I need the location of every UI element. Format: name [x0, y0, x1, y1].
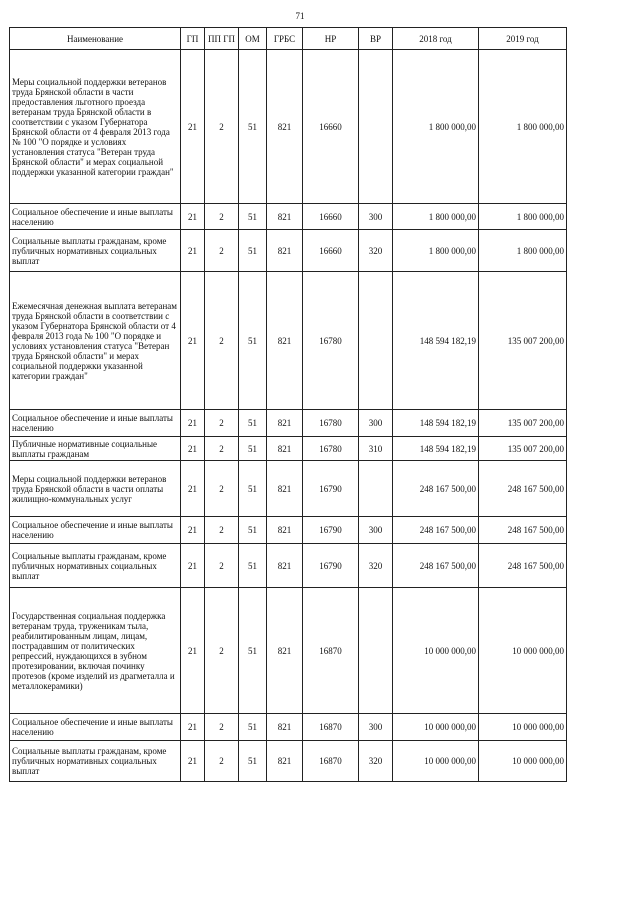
column-header-2019: 2019 год [479, 28, 567, 50]
row-ppgp: 2 [205, 50, 239, 204]
row-gp: 21 [181, 50, 205, 204]
row-vr: 300 [359, 410, 393, 437]
row-nr: 16870 [303, 714, 359, 741]
table-row [10, 517, 567, 544]
column-header-ppgp: ПП ГП [205, 28, 239, 50]
column-header-name: Наименование [10, 28, 181, 50]
row-nr: 16660 [303, 204, 359, 230]
row-nr: 16870 [303, 741, 359, 782]
row-2018: 248 167 500,00 [393, 544, 479, 588]
row-nr: 16790 [303, 517, 359, 544]
table-row [10, 410, 567, 437]
row-nr: 16660 [303, 50, 359, 204]
row-name: Социальные выплаты гражданам, кроме публичных нормативных социальных выплат [10, 741, 181, 782]
row-gp: 21 [181, 461, 205, 517]
column-header-nr: НР [303, 28, 359, 50]
row-2019: 1 800 000,00 [479, 50, 567, 204]
row-grbs: 821 [267, 230, 303, 272]
row-grbs: 821 [267, 544, 303, 588]
row-2018: 1 800 000,00 [393, 204, 479, 230]
row-nr: 16790 [303, 461, 359, 517]
row-2019: 248 167 500,00 [479, 544, 567, 588]
row-nr: 16780 [303, 437, 359, 461]
row-nr: 16870 [303, 588, 359, 714]
row-grbs: 821 [267, 517, 303, 544]
row-ppgp: 2 [205, 544, 239, 588]
row-grbs: 821 [267, 461, 303, 517]
row-2019: 248 167 500,00 [479, 517, 567, 544]
row-2018: 148 594 182,19 [393, 410, 479, 437]
row-gp: 21 [181, 544, 205, 588]
row-grbs: 821 [267, 588, 303, 714]
row-vr [359, 272, 393, 410]
row-ppgp: 2 [205, 410, 239, 437]
row-2018: 148 594 182,19 [393, 272, 479, 410]
row-vr: 320 [359, 544, 393, 588]
row-gp: 21 [181, 204, 205, 230]
row-grbs: 821 [267, 272, 303, 410]
row-om: 51 [239, 204, 267, 230]
row-name: Меры социальной поддержки ветеранов труда Брянской области в части предоставления льготного проезда ветеранам труда Брянской области в соответствии с указом Губернатора Брянской области от 4 февраля 2013 года № 100 "О порядке и условиях установления статуса "Ветеран труда Брянской области" и мерах социальной поддержки указанной категории граждан" [10, 50, 181, 204]
row-grbs: 821 [267, 410, 303, 437]
row-ppgp: 2 [205, 588, 239, 714]
row-nr: 16660 [303, 230, 359, 272]
row-vr [359, 50, 393, 204]
table-row [10, 272, 567, 410]
table-row [10, 461, 567, 517]
column-header-grbs: ГРБС [267, 28, 303, 50]
row-grbs: 821 [267, 437, 303, 461]
column-header-vr: ВР [359, 28, 393, 50]
page-number: 71 [295, 11, 305, 21]
row-om: 51 [239, 714, 267, 741]
row-om: 51 [239, 461, 267, 517]
row-ppgp: 2 [205, 272, 239, 410]
table-row [10, 588, 567, 714]
row-2018: 10 000 000,00 [393, 588, 479, 714]
row-vr: 300 [359, 714, 393, 741]
table-row [10, 204, 567, 230]
row-vr: 300 [359, 204, 393, 230]
row-2019: 135 007 200,00 [479, 410, 567, 437]
table-header-row [10, 28, 567, 50]
row-grbs: 821 [267, 50, 303, 204]
row-grbs: 821 [267, 741, 303, 782]
row-ppgp: 2 [205, 741, 239, 782]
row-ppgp: 2 [205, 230, 239, 272]
row-2018: 248 167 500,00 [393, 517, 479, 544]
table-row [10, 230, 567, 272]
row-2019: 248 167 500,00 [479, 461, 567, 517]
row-ppgp: 2 [205, 461, 239, 517]
row-name: Публичные нормативные социальные выплаты гражданам [10, 437, 181, 461]
table-row [10, 544, 567, 588]
row-name: Социальное обеспечение и иные выплаты населению [10, 517, 181, 544]
table-row [10, 741, 567, 782]
row-name: Меры социальной поддержки ветеранов труда Брянской области в части оплаты жилищно-коммунальных услуг [10, 461, 181, 517]
row-gp: 21 [181, 410, 205, 437]
row-ppgp: 2 [205, 517, 239, 544]
row-gp: 21 [181, 588, 205, 714]
row-2019: 1 800 000,00 [479, 230, 567, 272]
row-2018: 248 167 500,00 [393, 461, 479, 517]
row-2018: 1 800 000,00 [393, 50, 479, 204]
row-2018: 10 000 000,00 [393, 741, 479, 782]
row-name: Социальные выплаты гражданам, кроме публичных нормативных социальных выплат [10, 230, 181, 272]
row-om: 51 [239, 517, 267, 544]
column-header-gp: ГП [181, 28, 205, 50]
row-2018: 1 800 000,00 [393, 230, 479, 272]
row-ppgp: 2 [205, 204, 239, 230]
row-gp: 21 [181, 272, 205, 410]
row-2019: 1 800 000,00 [479, 204, 567, 230]
row-name: Социальные выплаты гражданам, кроме публичных нормативных социальных выплат [10, 544, 181, 588]
row-2018: 10 000 000,00 [393, 714, 479, 741]
row-2019: 10 000 000,00 [479, 741, 567, 782]
row-om: 51 [239, 50, 267, 204]
row-om: 51 [239, 272, 267, 410]
row-vr: 300 [359, 517, 393, 544]
row-grbs: 821 [267, 204, 303, 230]
row-2018: 148 594 182,19 [393, 437, 479, 461]
row-vr: 320 [359, 230, 393, 272]
row-name: Социальное обеспечение и иные выплаты населению [10, 410, 181, 437]
row-om: 51 [239, 410, 267, 437]
row-2019: 10 000 000,00 [479, 714, 567, 741]
row-ppgp: 2 [205, 437, 239, 461]
row-name: Государственная социальная поддержка ветеранам труда, труженикам тыла, реабилитированным лицам, лицам, пострадавшим от политических репрессий, нуждающихся в зубном протезировании, включая починку протезов (кроме изделий из драгметалла и металлокерамики) [10, 588, 181, 714]
row-2019: 135 007 200,00 [479, 272, 567, 410]
budget-table [9, 27, 567, 782]
row-om: 51 [239, 588, 267, 714]
row-gp: 21 [181, 714, 205, 741]
row-om: 51 [239, 544, 267, 588]
row-gp: 21 [181, 230, 205, 272]
row-name: Социальное обеспечение и иные выплаты населению [10, 714, 181, 741]
column-header-om: ОМ [239, 28, 267, 50]
row-nr: 16780 [303, 272, 359, 410]
row-grbs: 821 [267, 714, 303, 741]
row-gp: 21 [181, 517, 205, 544]
row-nr: 16780 [303, 410, 359, 437]
table-row [10, 714, 567, 741]
table-row [10, 437, 567, 461]
row-ppgp: 2 [205, 714, 239, 741]
row-vr [359, 461, 393, 517]
row-gp: 21 [181, 741, 205, 782]
row-om: 51 [239, 741, 267, 782]
row-vr [359, 588, 393, 714]
row-2019: 135 007 200,00 [479, 437, 567, 461]
row-name: Ежемесячная денежная выплата ветеранам труда Брянской области в соответствии с указом Губернатора Брянской области от 4 февраля 2013 года № 100 "О порядке и условиях установления статуса "Ветеран труда Брянской области" и мерах социальной поддержки указанной категории граждан" [10, 272, 181, 410]
row-name: Социальное обеспечение и иные выплаты населению [10, 204, 181, 230]
row-vr: 310 [359, 437, 393, 461]
row-nr: 16790 [303, 544, 359, 588]
table-row [10, 50, 567, 204]
column-header-2018: 2018 год [393, 28, 479, 50]
row-om: 51 [239, 437, 267, 461]
row-vr: 320 [359, 741, 393, 782]
row-om: 51 [239, 230, 267, 272]
row-2019: 10 000 000,00 [479, 588, 567, 714]
row-gp: 21 [181, 437, 205, 461]
